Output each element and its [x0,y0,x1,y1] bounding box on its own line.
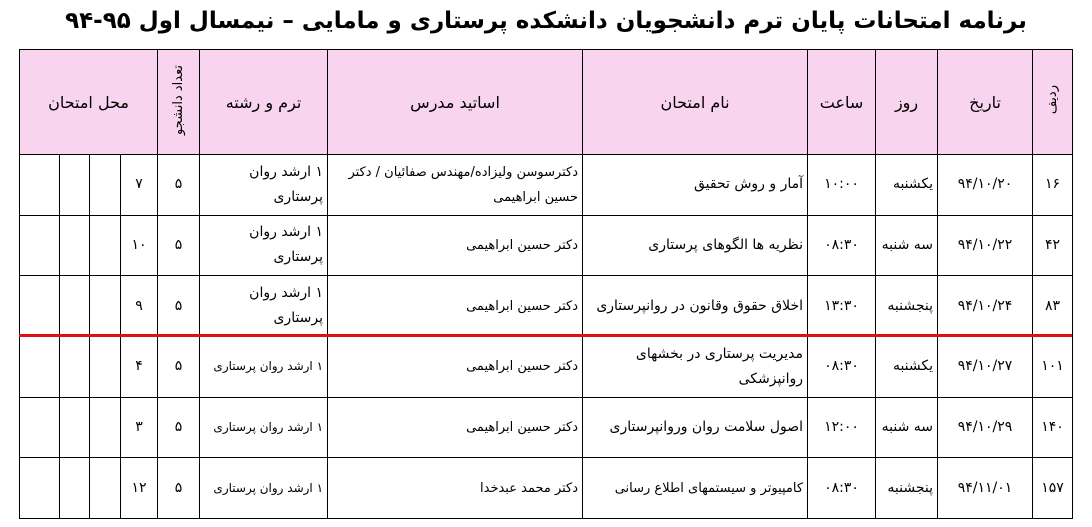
cell-day: سه شنبه [876,397,938,458]
header-row-number: ردیف [1033,50,1073,155]
cell-location: ۱۲ [121,458,158,519]
table-row [20,336,1073,397]
cell-row: ۴۲ [1033,215,1073,276]
cell-date: ۹۴/۱۰/۲۴ [938,276,1033,337]
cell-count: ۵ [158,215,200,276]
cell-empty [60,397,90,458]
cell-empty [20,336,60,397]
cell-date: ۹۴/۱۰/۲۰ [938,155,1033,216]
cell-term: ۱ ارشد روان پرستاری [200,276,328,337]
cell-day: پنجشنبه [876,276,938,337]
cell-empty [20,397,60,458]
table-row [20,397,1073,458]
cell-exam: نظریه ها الگوهای پرستاری [583,215,808,276]
cell-date: ۹۴/۱۰/۲۷ [938,336,1033,397]
cell-date: ۹۴/۱۰/۲۲ [938,215,1033,276]
cell-empty [60,458,90,519]
cell-time: ۱۳:۳۰ [808,276,876,337]
cell-count: ۵ [158,336,200,397]
header-exam-name: نام امتحان [583,50,808,155]
header-student-count: تعداد دانشجو [158,50,200,155]
separator-line [19,334,1072,337]
cell-time: ۰۸:۳۰ [808,336,876,397]
cell-row: ۱۵۷ [1033,458,1073,519]
cell-empty [60,276,90,337]
cell-term: ۱ ارشد روان پرستاری [200,397,328,458]
header-day: روز [876,50,938,155]
table-row [20,458,1073,519]
cell-row: ۱۰۱ [1033,336,1073,397]
cell-exam: مدیریت پرستاری در بخشهای روانپزشکی [583,336,808,397]
cell-empty [60,215,90,276]
cell-empty [90,215,121,276]
cell-teachers: دکتر حسین ابراهیمی [328,215,583,276]
cell-row: ۱۴۰ [1033,397,1073,458]
cell-time: ۰۸:۳۰ [808,458,876,519]
cell-time: ۱۰:۰۰ [808,155,876,216]
cell-location: ۹ [121,276,158,337]
cell-location: ۳ [121,397,158,458]
cell-count: ۵ [158,155,200,216]
cell-exam: آمار و روش تحقیق [583,155,808,216]
cell-exam: اصول سلامت روان وروانپرستاری [583,397,808,458]
cell-term: ۱ ارشد روان پرستاری [200,336,328,397]
header-teachers: اساتید مدرس [328,50,583,155]
cell-empty [90,336,121,397]
cell-empty [20,276,60,337]
cell-term: ۱ ارشد روان پرستاری [200,458,328,519]
exam-schedule-table [19,49,1073,519]
cell-exam: اخلاق حقوق وقانون در روانپرستاری [583,276,808,337]
cell-count: ۵ [158,458,200,519]
header-term-field: ترم و رشته [200,50,328,155]
header-time: ساعت [808,50,876,155]
cell-empty [90,397,121,458]
cell-teachers: دکتر حسین ابراهیمی [328,276,583,337]
cell-location: ۱۰ [121,215,158,276]
cell-day: پنجشنبه [876,458,938,519]
page-title: برنامه امتحانات پایان ترم دانشجویان دانشکده پرستاری و مامایی – نیمسال اول ۹۵-۹۴ [65,8,1027,34]
cell-count: ۵ [158,276,200,337]
table-header-row [20,50,1073,155]
cell-teachers: دکتر محمد عبدخدا [328,458,583,519]
cell-empty [60,336,90,397]
cell-day: سه شنبه [876,215,938,276]
cell-empty [90,155,121,216]
cell-empty [20,458,60,519]
table-row [20,215,1073,276]
cell-time: ۰۸:۳۰ [808,215,876,276]
cell-empty [60,155,90,216]
cell-teachers: دکتر حسین ابراهیمی [328,397,583,458]
cell-exam: کامپیوتر و سیستمهای اطلاع رسانی [583,458,808,519]
cell-empty [20,155,60,216]
cell-time: ۱۲:۰۰ [808,397,876,458]
header-date: تاریخ [938,50,1033,155]
cell-term: ۱ ارشد روان پرستاری [200,155,328,216]
cell-date: ۹۴/۱۰/۲۹ [938,397,1033,458]
cell-row: ۸۳ [1033,276,1073,337]
table-row [20,155,1073,216]
cell-empty [90,276,121,337]
cell-empty [20,215,60,276]
cell-location: ۷ [121,155,158,216]
cell-teachers: دکتر حسین ابراهیمی [328,336,583,397]
cell-day: یکشنبه [876,155,938,216]
cell-date: ۹۴/۱۱/۰۱ [938,458,1033,519]
table-row [20,276,1073,337]
cell-count: ۵ [158,397,200,458]
cell-location: ۴ [121,336,158,397]
cell-day: یکشنبه [876,336,938,397]
header-exam-location: محل امتحان [20,50,158,155]
cell-teachers: دکترسوسن ولیزاده/مهندس صفائیان / دکتر حسین ابراهیمی [328,155,583,216]
cell-term: ۱ ارشد روان پرستاری [200,215,328,276]
cell-row: ۱۶ [1033,155,1073,216]
cell-empty [90,458,121,519]
